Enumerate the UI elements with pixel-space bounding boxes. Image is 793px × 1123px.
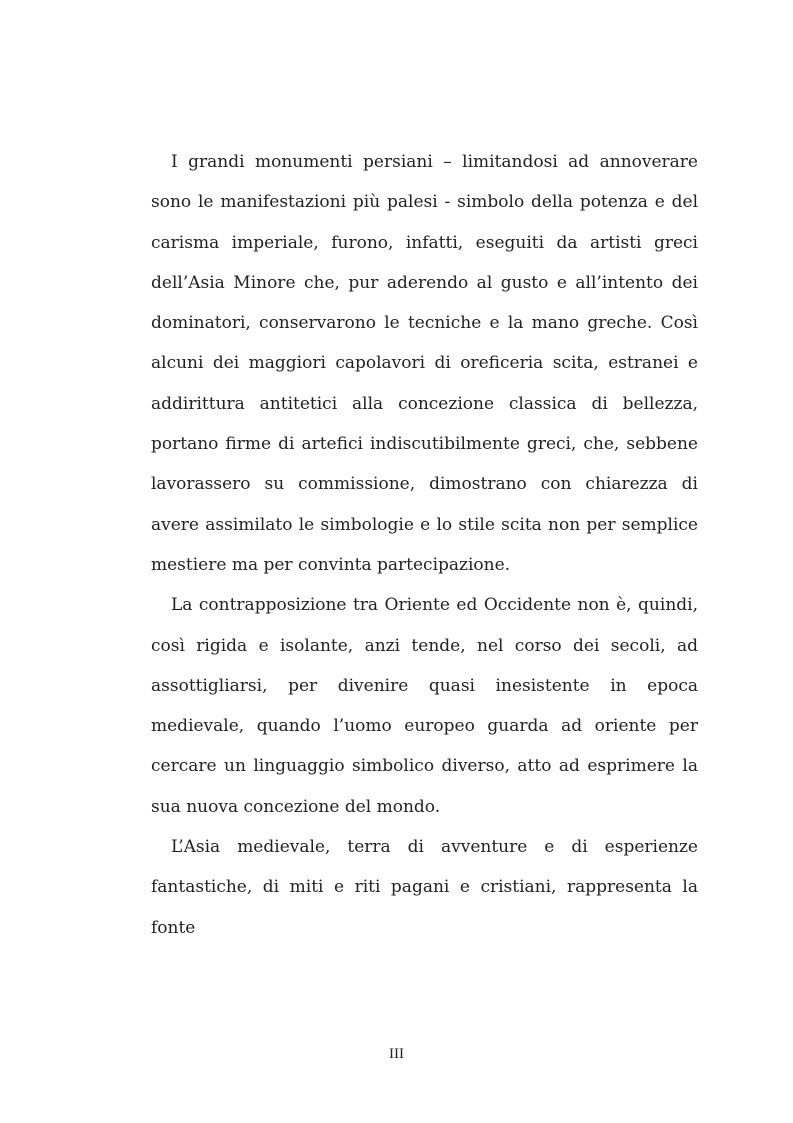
body-text [151,142,698,948]
paragraph-3: L’Asia medievale, terra di avventure e di esperienze fantastiche, di miti e riti pagani e cristiani, rappresenta la fonte [151,837,698,938]
paragraph-2: La contrapposizione tra Oriente ed Occidente non è, quindi, così rigida e isolante, anzi tende, nel corso dei secoli, ad assottigliarsi, per divenire quasi inesistente in epoca medievale, quando l’uomo europeo guarda ad oriente per cercare un linguaggio simbolico diverso, atto ad esprimere la sua nuova concezione del mondo. [151,595,698,817]
page-number: III [389,1046,404,1062]
paragraph-1: I grandi monumenti persiani – limitandosi ad annoverare sono le manifestazioni più palesi - simbolo della potenza e del carisma imperiale, furono, infatti, eseguiti da artisti greci dell’Asia Minore che, pur aderendo al gusto e all’intento dei dominatori, conservarono le tecniche e la mano greche. Così alcuni dei maggiori capolavori di oreficeria scita, estranei e addirittura antitetici alla concezione classica di bellezza, portano firme di artefici indiscutibilmente greci, che, sebbene lavorassero su commissione, dimostrano con chiarezza di avere assimilato le simbologie e lo stile scita non per semplice mestiere ma per convinta partecipazione. [151,152,698,575]
